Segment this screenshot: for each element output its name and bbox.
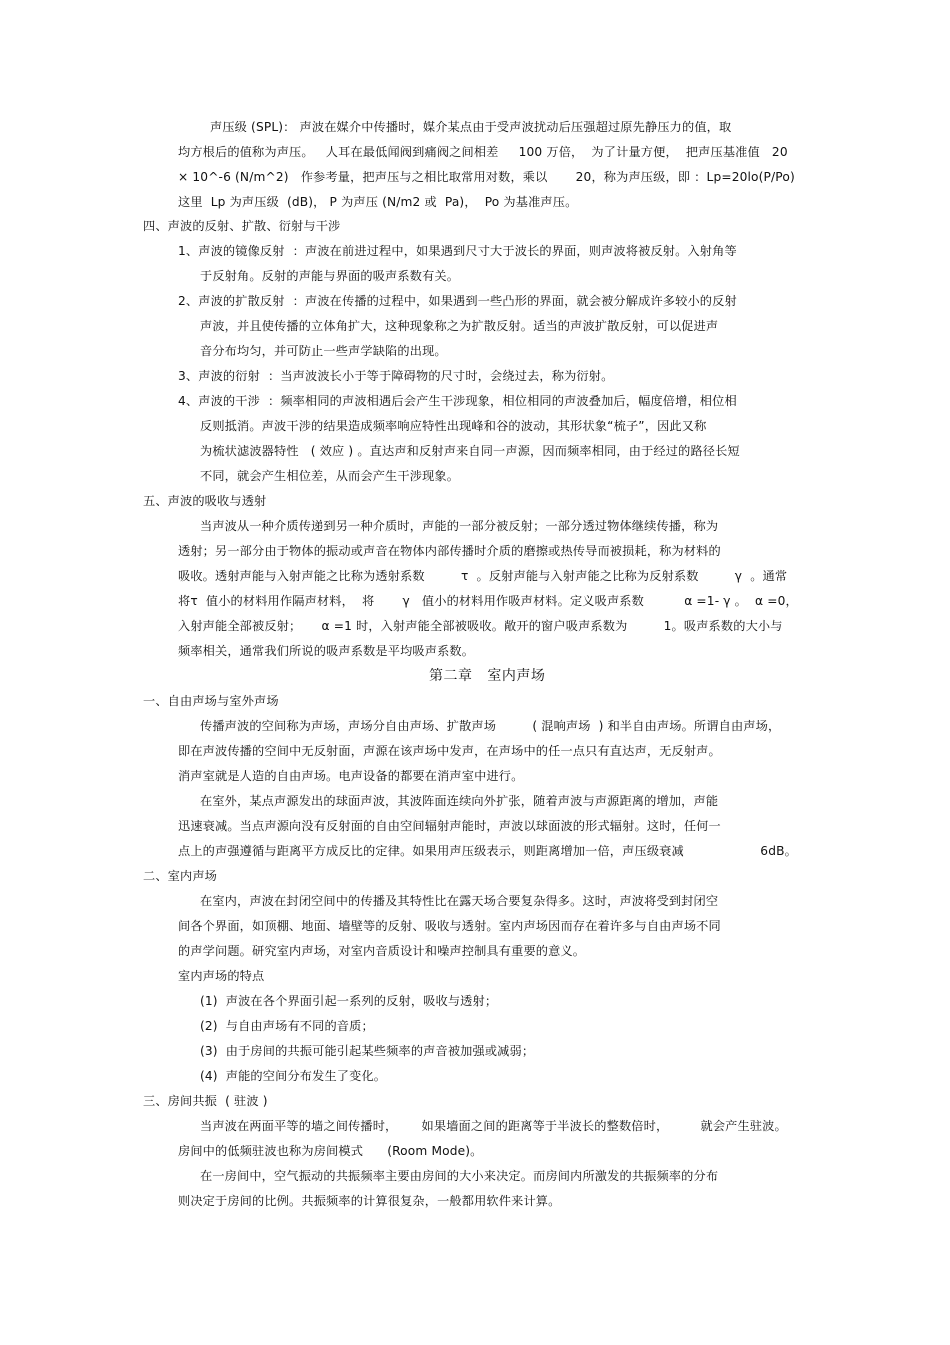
section-heading: 五、声波的吸收与透射 — [143, 494, 267, 508]
text-line: 音分布均匀，并可防止一些声学缺陷的出现。 — [200, 344, 447, 358]
text-line: 则决定于房间的比例。共振频率的计算很复杂，一般都用软件来计算。 — [178, 1194, 561, 1208]
text-line: 声波，并且使传播的立体角扩大，这种现象称之为扩散反射。适当的声波扩散反射，可以促进声 — [200, 319, 719, 333]
list-item: 1、声波的镜像反射 ：声波在前进过程中，如果遇到尺寸大于波长的界面，则声波将被反射。入射角等 — [178, 244, 737, 258]
text-line: 的声学问题。研究室内声场，对室内音质设计和噪声控制具有重要的意义。 — [178, 944, 586, 958]
text-line: 迅速衰减。当点声源向没有反射面的自由空间辐射声能时，声波以球面波的形式辐射。这时，任何一 — [178, 819, 721, 833]
section-heading: 三、房间共振 ( 驻波 ) — [143, 1094, 268, 1108]
text-line: 当声波从一种介质传递到另一种介质时，声能的一部分被反射；一部分透过物体继续传播，称为 — [200, 519, 719, 533]
list-item: 2、声波的扩散反射 ：声波在传播的过程中，如果遇到一些凸形的界面，就会被分解成许多较小的反射 — [178, 294, 737, 308]
text-line: 即在声波传播的空间中无反射面，声源在该声场中发声，在声场中的任一点只有直达声，无反射声。 — [178, 744, 721, 758]
list-item: (4) 声能的空间分布发生了变化。 — [200, 1069, 387, 1083]
section-heading: 二、室内声场 — [143, 869, 218, 883]
text-line: 频率相关，通常我们所说的吸声系数是平均吸声系数。 — [178, 644, 475, 658]
list-item: 4、声波的干涉 ：频率相同的声波相遇后会产生干涉现象，相位相同的声波叠加后，幅度倍增，相位相 — [178, 394, 737, 408]
text-line: 在室内，声波在封闭空间中的传播及其特性比在露天场合要复杂得多。这时，声波将受到封闭空 — [200, 894, 719, 908]
text-line: × 10^-6 (N/m^2) 作参考量，把声压与之相比取常用对数，乘以 20，称为声压级，即 ：Lp=20lo(P/Po) — [178, 170, 795, 184]
text-line: 这里 Lp 为声压级 (dB)， P 为声压 (N/m2 或 Pa)， Po 为基准声压。 — [178, 195, 578, 209]
text-line: 在一房间中，空气振动的共振频率主要由房间的大小来决定。而房间内所激发的共振频率的分布 — [200, 1169, 719, 1183]
subheading: 室内声场的特点 — [178, 969, 265, 983]
text-line: 在室外，某点声源发出的球面声波，其波阵面连续向外扩张，随着声波与声源距离的增加，声能 — [200, 794, 719, 808]
text-line: 房间中的低频驻波也称为房间模式 (Room Mode)。 — [178, 1144, 483, 1158]
text-line: 点上的声强遵循与距离平方成反比的定律。如果用声压级表示，则距离增加一倍，声压级衰减 6dB。 — [178, 844, 797, 858]
text-line: 于反射角。反射的声能与界面的吸声系数有关。 — [200, 269, 460, 283]
list-item: (3) 由于房间的共振可能引起某些频率的声音被加强或减弱； — [200, 1044, 535, 1058]
text-line: 声压级 (SPL)： 声波在媒介中传播时，媒介某点由于受声波扰动后压强超过原先静压力的值，取 — [210, 120, 732, 134]
text-line: 均方根后的值称为声压。 人耳在最低闻阀到痛阀之间相差 100 万倍， 为了计量方便， 把声压基准值 20 — [178, 145, 788, 159]
text-line: 将τ 值小的材料用作隔声材料， 将 γ 值小的材料用作吸声材料。定义吸声系数 α =1- γ 。 α =0， — [178, 594, 798, 608]
text-line: 间各个界面，如顶棚、地面、墙壁等的反射、吸收与透射。室内声场因而存在着许多与自由声场不同 — [178, 919, 721, 933]
text-line: 消声室就是人造的自由声场。电声设备的都要在消声室中进行。 — [178, 769, 524, 783]
text-line: 透射；另一部分由于物体的振动或声音在物体内部传播时介质的磨擦或热传导而被损耗，称为材料的 — [178, 544, 721, 558]
section-heading: 四、声波的反射、扩散、衍射与干涉 — [143, 219, 341, 233]
chapter-title: 第二章 室内声场 — [429, 668, 546, 684]
text-line: 传播声波的空间称为声场，声场分自由声场、扩散声场 ( 混响声场 ) 和半自由声场。所谓自由声场， — [200, 719, 781, 733]
text-line: 当声波在两面平等的墙之间传播时， 如果墙面之间的距离等于半波长的整数倍时， 就会产生驻波。 — [200, 1119, 787, 1133]
section-heading: 一、自由声场与室外声场 — [143, 694, 279, 708]
list-item: (2) 与自由声场有不同的音质； — [200, 1019, 374, 1033]
text-line: 入射声能全部被反射； α =1 时，入射声能全部被吸收。敞开的窗户吸声系数为 1。吸声系数的大小与 — [178, 619, 783, 633]
text-line: 不同，就会产生相位差，从而会产生干涉现象。 — [200, 469, 460, 483]
text-line: 反则抵消。声波干涉的结果造成频率响应特性出现峰和谷的波动，其形状象“梳子”，因此又称 — [200, 419, 707, 433]
text-line: 为梳状滤波器特性 ( 效应 ) 。直达声和反射声来自同一声源，因而频率相同，由于经过的路径长短 — [200, 444, 740, 458]
list-item: (1) 声波在各个界面引起一系列的反射，吸收与透射； — [200, 994, 498, 1008]
text-line: 吸收。透射声能与入射声能之比称为透射系数 τ 。反射声能与入射声能之比称为反射系数 γ 。通常 — [178, 569, 788, 583]
list-item: 3、声波的衍射 ：当声波波长小于等于障碍物的尺寸时，会绕过去，称为衍射。 — [178, 369, 614, 383]
